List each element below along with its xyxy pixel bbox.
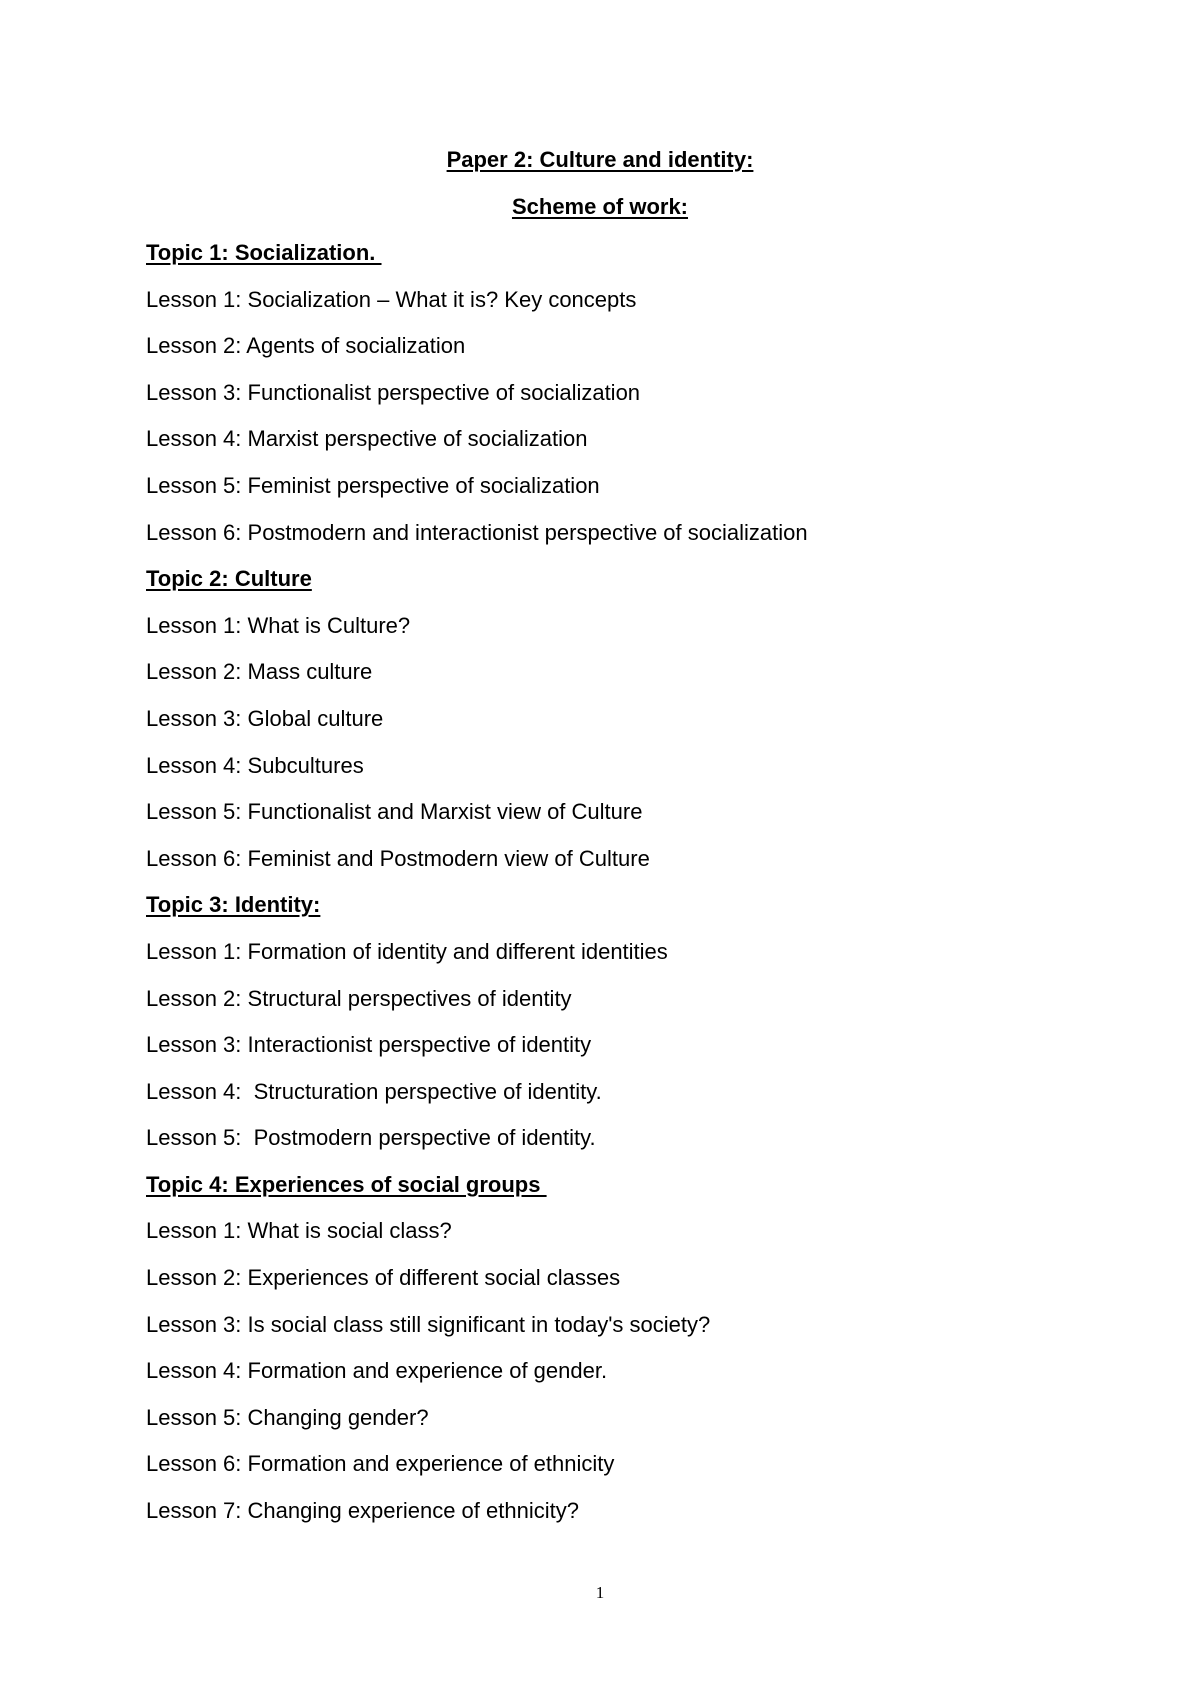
lesson-item: Lesson 1: Socialization – What it is? Key concepts [146,286,637,312]
document-subtitle: Scheme of work: [511,194,689,219]
lesson-item: Lesson 1: What is Culture? [146,612,411,638]
lesson-item: Lesson 5: Feminist perspective of socialization [146,472,600,498]
lesson-item: Lesson 3: Is social class still significant in today's society? [146,1311,711,1337]
lesson-item: Lesson 2: Mass culture [146,659,373,685]
lesson-item: Lesson 6: Feminist and Postmodern view of Culture [146,845,650,871]
lesson-item: Lesson 3: Functionalist perspective of socialization [146,379,641,405]
lesson-item: Lesson 2: Agents of socialization [146,333,466,359]
topic-heading: Topic 4: Experiences of social groups [146,1171,547,1197]
lesson-item: Lesson 4: Subcultures [146,752,364,778]
lesson-item: Lesson 7: Changing experience of ethnicity? [146,1498,579,1524]
lesson-item: Lesson 6: Postmodern and interactionist perspective of socialization [146,519,808,545]
document-title: Paper 2: Culture and identity: [446,147,754,172]
page-number: 1 [595,1583,605,1602]
scheme-of-work-list [146,239,1146,1544]
lesson-item: Lesson 3: Global culture [146,705,384,731]
lesson-item: Lesson 5: Functionalist and Marxist view of Culture [146,799,643,825]
topic-heading: Topic 2: Culture [146,566,312,592]
lesson-item: Lesson 6: Formation and experience of ethnicity [146,1451,615,1477]
lesson-item: Lesson 5: Postmodern perspective of identity. [146,1125,596,1151]
lesson-item: Lesson 4: Structuration perspective of identity. [146,1078,602,1104]
topic-heading: Topic 3: Identity: [146,892,321,918]
lesson-item: Lesson 2: Experiences of different social classes [146,1265,621,1291]
topic-heading: Topic 1: Socialization. [146,240,382,265]
lesson-item: Lesson 1: Formation of identity and different identities [146,938,668,964]
lesson-item: Lesson 1: What is social class? [146,1218,452,1244]
lesson-item: Lesson 4: Marxist perspective of socialization [146,426,588,452]
lesson-item: Lesson 4: Formation and experience of gender. [146,1358,608,1384]
lesson-item: Lesson 2: Structural perspectives of identity [146,985,572,1011]
lesson-item: Lesson 5: Changing gender? [146,1404,429,1430]
lesson-item: Lesson 3: Interactionist perspective of identity [146,1032,592,1058]
